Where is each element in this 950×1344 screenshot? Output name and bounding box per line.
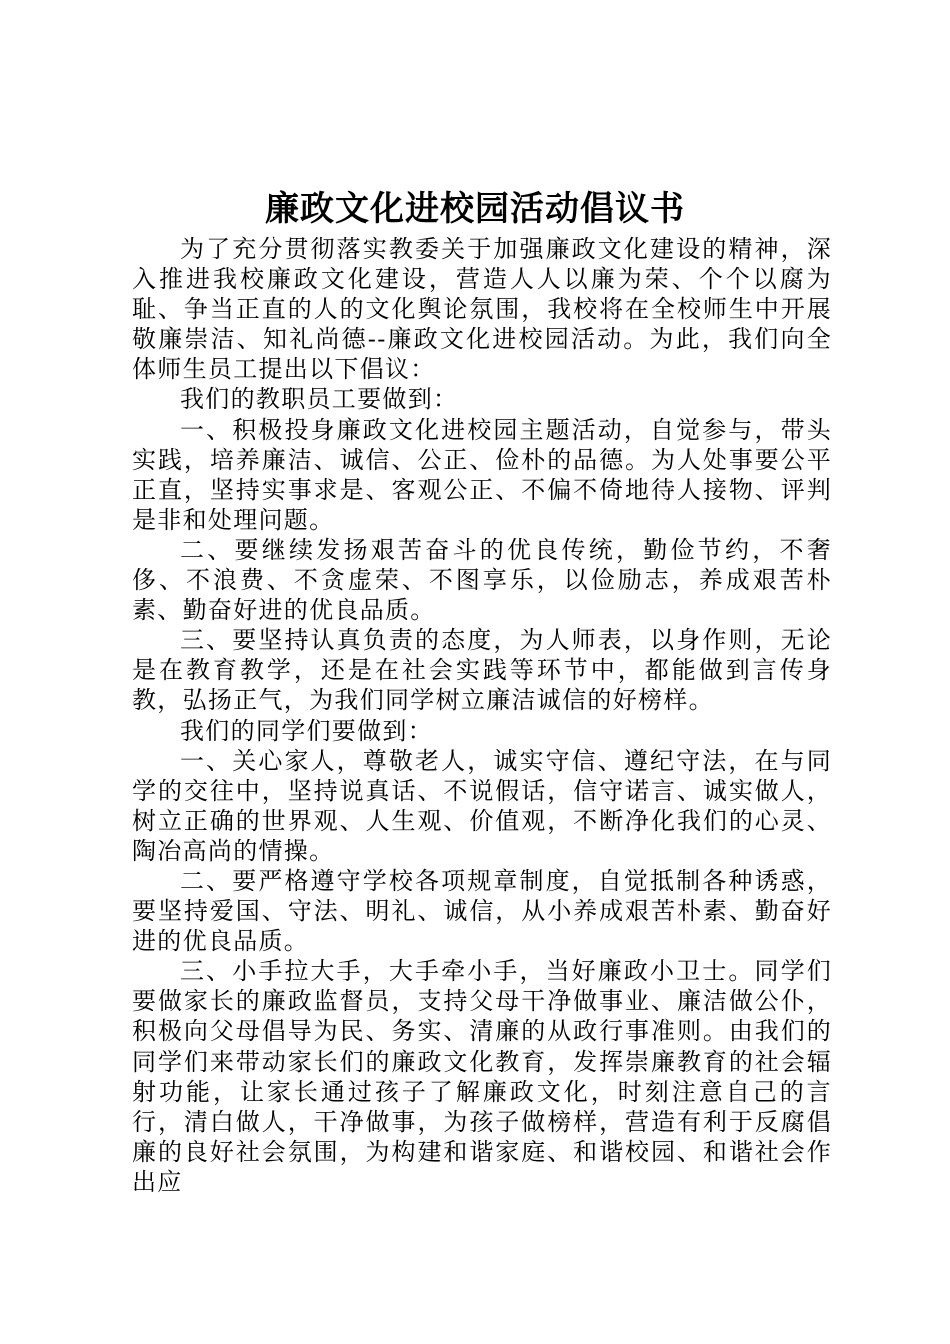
document-title: 廉政文化进校园活动倡议书 [265, 189, 685, 229]
paragraph-students-item-2: 二、要严格遵守学校各项规章制度，自觉抵制各种诱惑，要坚持爱国、守法、明礼、诚信，从小养成艰苦朴素、勤奋好进的优良品质。 [132, 866, 832, 956]
paragraph-staff-heading: 我们的教职员工要做到： [180, 385, 459, 414]
paragraph-staff-item-2: 二、要继续发扬艰苦奋斗的优良传统，勤俭节约，不奢侈、不浪费、不贪虚荣、不图享乐，以俭励志，养成艰苦朴素、勤奋好进的优良品质。 [132, 535, 832, 625]
paragraph-intro: 为了充分贯彻落实教委关于加强廉政文化建设的精神，深入推进我校廉政文化建设，营造人人以廉为荣、个个以腐为耻、争当正直的人的文化舆论氛围，我校将在全校师生中开展敬廉崇洁、知礼尚德--廉政文化进校园活动。为此，我们向全体师生员工提出以下倡议： [132, 235, 832, 384]
paragraph-students-heading: 我们的同学们要做到： [180, 716, 433, 745]
paragraph-staff-item-3: 三、要坚持认真负责的态度，为人师表，以身作则，无论是在教育教学，还是在社会实践等环节中，都能做到言传身教，弘扬正气，为我们同学树立廉洁诚信的好榜样。 [132, 626, 832, 715]
paragraph-students-item-3: 三、小手拉大手，大手牵小手，当好廉政小卫士。同学们要做家长的廉政监督员，支持父母干净做事业、廉洁做公仆，积极向父母倡导为民、务实、清廉的从政行事准则。由我们的同学们来带动家长们的廉政文化教育，发挥崇廉教育的社会辐射功能，让家长通过孩子了解廉政文化，时刻注意自己的言行，清白做人，干净做事，为孩子做榜样，营造有利于反腐倡廉的良好社会氛围，为构建和谐家庭、和谐校园、和谐社会作出应 [132, 957, 832, 1196]
paragraph-staff-item-1: 一、积极投身廉政文化进校园主题活动，自觉参与，带头实践，培养廉洁、诚信、公正、俭朴的品德。为人处事要公平正直，坚持实事求是、客观公正、不偏不倚地待人接物、评判是非和处理问题。 [132, 415, 832, 534]
document-body [132, 234, 832, 1197]
paragraph-students-item-1: 一、关心家人，尊敬老人，诚实守信、遵纪守法，在与同学的交往中，坚持说真话、不说假话，信守诺言、诚实做人，树立正确的世界观、人生观、价值观，不断净化我们的心灵、陶冶高尚的情操。 [132, 746, 832, 865]
